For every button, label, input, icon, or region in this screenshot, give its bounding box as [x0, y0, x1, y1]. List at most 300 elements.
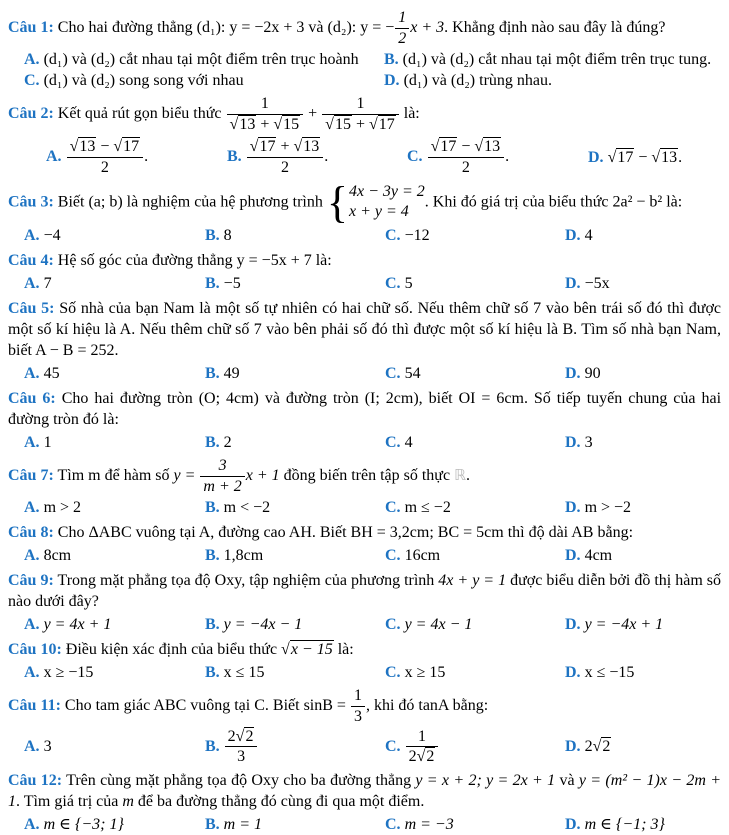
question-4-option-c — [385, 273, 565, 294]
sqrt-expression — [651, 149, 678, 166]
option-text: y = −4x + 1 — [584, 616, 664, 634]
option-text: y = 4x + 1 — [43, 616, 112, 634]
option-text: 1,8cm — [223, 547, 264, 565]
fraction-denominator: 2 — [67, 157, 144, 177]
option-text: −5 — [223, 275, 241, 293]
question-4-label: Câu 4: — [8, 252, 54, 270]
fraction-numerator: 1 — [356, 95, 365, 113]
radical-sign: √ — [273, 115, 283, 133]
option-text: m ∈ {−1; 3} — [584, 815, 665, 833]
radicand: 13 — [79, 138, 96, 156]
coefficient: 2 — [584, 738, 593, 756]
fraction-numerator: 3 — [218, 457, 227, 475]
option-text: (d₁) và (d₂) song song với nhau — [43, 72, 244, 90]
fraction-denominator: 2 — [428, 157, 505, 177]
radicand: 13 — [661, 148, 678, 166]
brace-symbol: { — [326, 177, 348, 227]
option-letter: A. — [24, 616, 40, 634]
option-letter: D. — [565, 616, 581, 634]
question-8 — [8, 522, 721, 566]
fraction-numerator: 1 — [260, 95, 269, 113]
question-3-option-d — [565, 225, 721, 246]
question-12-option-d — [565, 814, 721, 835]
sqrt-expression — [230, 116, 257, 133]
option-text: (d₁) và (d₂) cắt nhau tại một điểm trên trục tung. — [402, 51, 712, 69]
question-6-option-c — [385, 432, 565, 453]
option-letter: B. — [205, 616, 220, 634]
radical-sign: √ — [235, 727, 245, 745]
question-7-option-d — [565, 497, 721, 518]
option-letter: B. — [205, 547, 220, 565]
option-letter: B. — [205, 365, 220, 383]
option-text: . — [678, 148, 683, 166]
option-text: (d₁) và (d₂) cắt nhau tại một điểm trên trục hoành — [43, 51, 359, 69]
option-letter: C. — [385, 737, 401, 755]
radical-sign: √ — [69, 138, 79, 156]
question-12-option-c — [385, 814, 565, 835]
fraction-denominator: 2 — [247, 157, 324, 177]
question-2-option-a — [46, 138, 227, 176]
option-text: . — [505, 148, 510, 166]
radicand: 17 — [440, 138, 457, 156]
question-3-options — [8, 225, 721, 246]
option-text: . — [144, 148, 149, 166]
stem-text: Điều kiện xác định của biểu thức — [65, 641, 278, 659]
question-2-option-b — [227, 138, 407, 176]
option-letter: C. — [385, 547, 401, 565]
question-5-option-d — [565, 363, 721, 384]
stem-math: x + 3 — [410, 18, 445, 36]
radical-sign: √ — [325, 115, 334, 133]
question-3-option-a — [24, 225, 205, 246]
question-12-label: Câu 12: — [8, 771, 63, 789]
option-text: 8cm — [43, 547, 72, 565]
stem-text: . Tìm giá trị của — [16, 792, 119, 810]
question-11 — [8, 687, 721, 765]
radical-sign: √ — [474, 138, 484, 156]
sqrt-expression — [70, 138, 97, 155]
option-letter: B. — [384, 51, 399, 69]
option-letter: A. — [24, 738, 40, 756]
question-2-option-d — [588, 147, 721, 168]
stem-text: Kết quả rút gọn biểu thức — [57, 104, 222, 122]
radicand: 17 — [617, 148, 634, 166]
question-10-option-d — [565, 662, 721, 683]
option-text: x ≤ 15 — [223, 664, 265, 682]
stem-text: là: — [337, 641, 354, 659]
fraction — [224, 728, 259, 766]
option-letter: B. — [205, 815, 220, 833]
sqrt-expression — [474, 138, 501, 155]
radicand: 13 — [484, 138, 501, 156]
option-text: x ≤ −15 — [584, 664, 635, 682]
option-text: (d₁) và (d₂) trùng nhau. — [403, 72, 553, 90]
option-letter: D. — [565, 434, 581, 452]
question-6-options — [8, 432, 721, 453]
option-text: x ≥ −15 — [43, 664, 94, 682]
equations — [349, 182, 425, 224]
option-letter: C. — [385, 275, 401, 293]
radicand: 17 — [123, 138, 140, 156]
radical-sign: √ — [430, 138, 440, 156]
question-3-stem — [8, 177, 721, 227]
sqrt-expression — [293, 138, 320, 155]
question-12-option-a — [24, 814, 205, 835]
question-8-option-a — [24, 545, 205, 566]
option-text: m = 1 — [223, 815, 263, 833]
question-12 — [8, 770, 721, 835]
fraction — [427, 138, 506, 176]
radical-sign: √ — [293, 138, 303, 156]
option-text: 2 — [223, 434, 232, 452]
question-8-label: Câu 8: — [8, 524, 54, 542]
fraction — [350, 687, 366, 725]
fraction-denominator — [406, 746, 439, 766]
question-11-option-c — [385, 728, 565, 766]
stem-text: được biểu diễn bởi đồ thị hàm số nào dưới đây? — [8, 572, 721, 611]
option-letter: D. — [565, 664, 581, 682]
option-letter: B. — [205, 664, 220, 682]
fraction — [394, 9, 410, 47]
question-9-options — [8, 614, 721, 635]
radical-sign: √ — [368, 115, 378, 133]
question-1-stem — [8, 9, 721, 47]
option-letter: D. — [565, 227, 581, 245]
question-6-option-b — [205, 432, 385, 453]
question-1-option-d — [384, 70, 721, 91]
question-8-options — [8, 545, 721, 566]
fraction-denominator: 3 — [351, 706, 365, 726]
coefficient: 2 — [227, 727, 236, 745]
option-letter: C. — [385, 616, 401, 634]
question-11-option-a — [24, 736, 205, 757]
sqrt-expression — [369, 116, 396, 133]
question-6-label: Câu 6: — [8, 390, 56, 408]
stem-text: Hệ số góc của đường thẳng y = −5x + 7 là: — [57, 252, 332, 270]
option-text: 16cm — [404, 547, 441, 565]
stem-text: để ba đường thẳng đó cùng đi qua một điểm. — [137, 792, 425, 810]
operator: + — [260, 115, 270, 133]
question-10-options — [8, 662, 721, 683]
option-text: 1 — [43, 434, 52, 452]
question-1-options — [8, 49, 721, 91]
option-letter: B. — [227, 148, 242, 166]
option-letter: A. — [24, 815, 40, 833]
radicand: 17 — [378, 115, 395, 133]
stem-text: Biết (a; b) là nghiệm của hệ phương trình — [57, 193, 323, 211]
fraction-denominator — [322, 114, 399, 134]
question-9 — [8, 570, 721, 635]
option-letter: D. — [565, 547, 581, 565]
coefficient: 2 — [408, 748, 417, 766]
fraction-denominator: m + 2 — [200, 476, 244, 496]
stem-text: . Khi đó giá trị của biểu thức 2a² − b² là: — [424, 193, 683, 211]
fraction-numerator: 1 — [417, 727, 426, 745]
question-10-stem — [8, 639, 721, 660]
question-1-option-c — [24, 70, 384, 91]
question-5-option-b — [205, 363, 385, 384]
radicand: 2 — [426, 748, 435, 766]
question-6 — [8, 388, 721, 453]
question-5-options — [8, 363, 721, 384]
option-letter: C. — [385, 815, 401, 833]
option-letter: C. — [385, 664, 401, 682]
question-7-label: Câu 7: — [8, 466, 54, 484]
option-text: 54 — [404, 365, 421, 383]
question-6-stem — [8, 388, 721, 430]
question-9-stem — [8, 570, 721, 612]
stem-math: x + 1 — [245, 466, 280, 484]
question-2-options — [8, 138, 721, 176]
stem-math: m — [122, 792, 134, 810]
operator: + — [308, 104, 318, 122]
radicand: x − 15 — [290, 641, 333, 659]
stem-text: . — [465, 466, 470, 484]
question-2-option-c — [407, 138, 588, 176]
fraction-numerator — [428, 138, 505, 157]
option-letter: A. — [46, 148, 62, 166]
radical-sign: √ — [651, 148, 661, 166]
question-5-stem — [8, 298, 721, 361]
stem-text: Trên cùng mặt phẳng tọa độ Oxy cho ba đường thẳng — [66, 771, 412, 789]
question-6-option-a — [24, 432, 205, 453]
fraction-numerator: 1 — [353, 687, 362, 705]
question-12-stem — [8, 770, 721, 812]
radical-sign: √ — [592, 738, 602, 756]
question-9-option-d — [565, 614, 721, 635]
fraction-denominator — [227, 114, 304, 134]
fraction — [405, 728, 440, 766]
question-3-option-b — [205, 225, 385, 246]
real-numbers-symbol: ℝ — [454, 465, 466, 484]
equation-1: 4x − 3y = 2 — [348, 182, 425, 200]
operator: + — [280, 138, 290, 156]
option-letter: A. — [24, 664, 40, 682]
radicand: 15 — [334, 115, 351, 133]
stem-math: 4x + y = 1 — [438, 572, 507, 590]
question-3-option-c — [385, 225, 565, 246]
sqrt-expression — [431, 138, 458, 155]
question-4-option-d — [565, 273, 721, 294]
stem-text: Cho ΔABC vuông tại A, đường cao AH. Biết BH = 3,2cm; BC = 5cm thì độ dài AB bằng: — [57, 524, 634, 542]
question-10 — [8, 639, 721, 683]
question-8-stem — [8, 522, 721, 543]
radical-sign: √ — [113, 138, 123, 156]
option-text: −4 — [43, 227, 61, 245]
stem-text: Cho hai đường thẳng (d₁): y = −2x + 3 và (d₂): y = − — [57, 18, 395, 36]
option-letter: A. — [24, 434, 40, 452]
radicand: 2 — [245, 727, 254, 745]
option-text: 3 — [584, 434, 593, 452]
option-letter: A. — [24, 547, 40, 565]
radical-sign: √ — [281, 641, 290, 659]
stem-text: Số nhà của bạn Nam là một số tự nhiên có hai chữ số. Nếu thêm chữ số 7 vào bên trái số đó thì được một số kí hiệu là A. Nếu thêm chữ số 7 vào bên phải số đó thì được một số kí hiệu là B. Tìm số nhà bạn Nam, biết A − B = 252. — [8, 300, 722, 360]
radicand: 13 — [303, 138, 320, 156]
sqrt-expression — [236, 728, 255, 745]
question-5-option-c — [385, 363, 565, 384]
option-text: 45 — [43, 365, 60, 383]
question-11-option-d — [565, 736, 721, 757]
question-9-option-a — [24, 614, 205, 635]
option-text: x ≥ 15 — [404, 664, 446, 682]
radical-sign: √ — [229, 115, 239, 133]
question-6-option-d — [565, 432, 721, 453]
option-text: 90 — [584, 365, 601, 383]
question-9-option-b — [205, 614, 385, 635]
option-text: m > 2 — [43, 499, 82, 517]
stem-math: y = (m² − 1)x − 2m + 1 — [8, 771, 721, 810]
question-7-option-a — [24, 497, 205, 518]
question-4-option-b — [205, 273, 385, 294]
fraction-numerator — [67, 138, 144, 157]
question-2 — [8, 95, 721, 176]
fraction — [66, 138, 145, 176]
option-letter: A. — [24, 275, 40, 293]
option-text: m ≤ −2 — [404, 499, 451, 517]
option-text: 5 — [404, 275, 413, 293]
operator: − — [461, 138, 471, 156]
question-9-option-c — [385, 614, 565, 635]
option-text: y = −4x − 1 — [223, 616, 303, 634]
fraction-denominator: 2 — [395, 28, 409, 48]
option-letter: C. — [385, 499, 401, 517]
option-text: . — [324, 148, 329, 166]
option-text: m ∈ {−3; 1} — [43, 815, 124, 833]
option-letter: A. — [24, 365, 40, 383]
sqrt-expression — [281, 641, 334, 658]
question-12-options — [8, 814, 721, 835]
question-1 — [8, 9, 721, 91]
question-2-label: Câu 2: — [8, 104, 54, 122]
question-3-label: Câu 3: — [8, 193, 54, 211]
question-1-option-b — [384, 49, 721, 70]
stem-math: y = — [173, 466, 196, 484]
question-10-option-b — [205, 662, 385, 683]
equation-2: x + y = 4 — [348, 203, 409, 221]
operator: − — [638, 148, 648, 166]
stem-text: . Khẳng định nào sau đây là đúng? — [444, 18, 666, 36]
radicand: 15 — [283, 115, 300, 133]
sqrt-expression — [250, 138, 277, 155]
question-3 — [8, 177, 721, 247]
option-text: −5x — [584, 275, 610, 293]
question-5-option-a — [24, 363, 205, 384]
question-8-option-c — [385, 545, 565, 566]
fraction-numerator: 1 — [398, 9, 407, 26]
sqrt-expression — [593, 738, 612, 755]
question-9-label: Câu 9: — [8, 572, 54, 590]
sqrt-expression — [325, 116, 352, 133]
option-text: 49 — [223, 365, 240, 383]
stem-math: y = x + 2; y = 2x + 1 — [415, 771, 556, 789]
fraction-denominator: 3 — [225, 746, 258, 766]
stem-text: Cho tam giác ABC vuông tại C. Biết sinB = — [64, 697, 346, 715]
sqrt-expression — [417, 748, 436, 765]
option-text: 4 — [404, 434, 413, 452]
question-11-option-b — [205, 728, 385, 766]
option-letter: A. — [24, 499, 40, 517]
operator: − — [100, 138, 110, 156]
question-8-option-d — [565, 545, 721, 566]
radicand: 13 — [239, 115, 256, 133]
option-letter: D. — [565, 365, 581, 383]
option-letter: D. — [384, 72, 400, 90]
stem-text: Cho hai đường tròn (O; 4cm) và đường tròn (I; 2cm), biết OI = 6cm. Số tiếp tuyến chung của hai đường tròn đó là: — [8, 390, 722, 429]
question-10-option-c — [385, 662, 565, 683]
question-5 — [8, 298, 721, 384]
question-11-options — [8, 728, 721, 766]
question-2-stem — [8, 95, 721, 133]
question-7-option-b — [205, 497, 385, 518]
option-letter: C. — [407, 148, 423, 166]
option-letter: D. — [588, 148, 604, 166]
option-letter: B. — [205, 275, 220, 293]
option-letter: B. — [205, 434, 220, 452]
question-1-option-a — [24, 49, 384, 70]
stem-text: đồng biến trên tập số thực — [283, 466, 451, 484]
option-text: 4cm — [584, 547, 613, 565]
question-10-option-a — [24, 662, 205, 683]
question-12-option-b — [205, 814, 385, 835]
stem-text: Trong mặt phẳng tọa độ Oxy, tập nghiệm của phương trình — [57, 572, 435, 590]
stem-text: , khi đó tanA bằng: — [365, 697, 489, 715]
question-8-option-b — [205, 545, 385, 566]
option-letter: C. — [385, 365, 401, 383]
option-letter: B. — [205, 499, 220, 517]
option-text: 3 — [43, 738, 52, 756]
equation-system — [326, 177, 425, 227]
option-letter: B. — [205, 227, 220, 245]
option-text: 8 — [223, 227, 232, 245]
option-letter: A. — [24, 227, 40, 245]
option-letter: C. — [24, 72, 40, 90]
option-text: m > −2 — [584, 499, 632, 517]
question-1-label: Câu 1: — [8, 18, 54, 36]
fraction-numerator — [247, 138, 324, 157]
fraction — [226, 95, 305, 133]
option-text: y = 4x − 1 — [404, 616, 473, 634]
radicand: 17 — [259, 138, 276, 156]
radicand: 2 — [602, 738, 611, 756]
question-7-option-c — [385, 497, 565, 518]
question-4 — [8, 250, 721, 294]
stem-text: là: — [403, 104, 420, 122]
question-11-stem — [8, 687, 721, 725]
question-4-option-a — [24, 273, 205, 294]
question-7-stem — [8, 457, 721, 495]
question-4-stem — [8, 250, 721, 271]
fraction — [321, 95, 400, 133]
option-letter: D. — [565, 275, 581, 293]
operator: + — [355, 115, 365, 133]
sqrt-expression — [608, 149, 635, 166]
question-7-options — [8, 497, 721, 518]
question-10-label: Câu 10: — [8, 641, 62, 659]
option-letter: D. — [565, 738, 581, 756]
option-text: m < −2 — [223, 499, 271, 517]
question-5-label: Câu 5: — [8, 300, 55, 318]
option-letter: C. — [385, 434, 401, 452]
option-letter: D. — [565, 815, 581, 833]
question-11-label: Câu 11: — [8, 697, 61, 715]
option-text: 7 — [43, 275, 52, 293]
stem-text: Tìm m để hàm số — [57, 466, 170, 484]
radical-sign: √ — [607, 148, 617, 166]
question-7 — [8, 457, 721, 518]
option-letter: A. — [24, 51, 40, 69]
sqrt-expression — [273, 116, 300, 133]
option-text: −12 — [404, 227, 430, 245]
